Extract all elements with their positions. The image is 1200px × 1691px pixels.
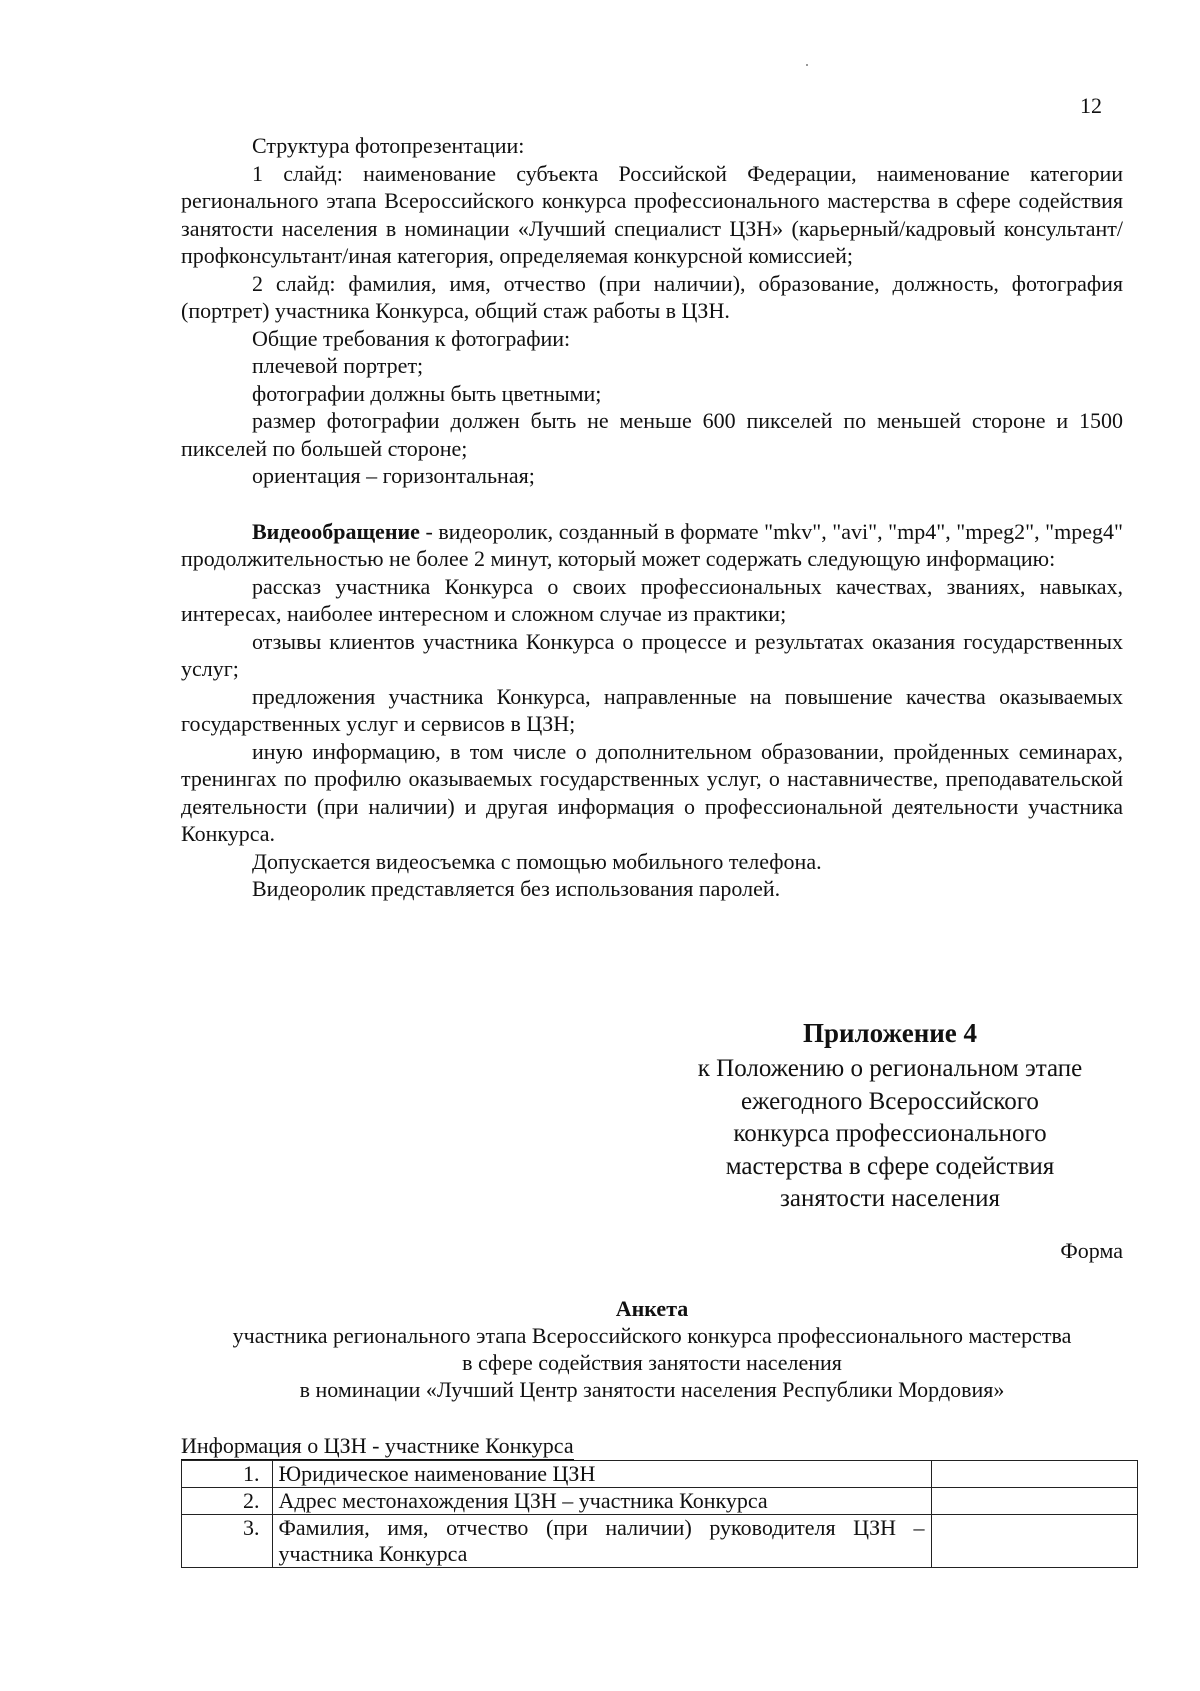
video-item-2: отзывы клиентов участника Конкурса о процессе и результатах оказания государственных услуг; [181,628,1123,681]
appendix-line: конкурса профессионального [733,1120,1047,1147]
info-table [181,1460,1138,1568]
questionnaire-subtitle-line: в сфере содействия занятости населения [462,1350,842,1375]
scan-speck [806,64,808,66]
appendix-line: ежегодного Всероссийского [741,1087,1039,1115]
row-number: 3. [182,1515,273,1568]
row-label: Фамилия, имя, отчество (при наличии) руководителя ЦЗН – участника Конкурса [272,1515,931,1568]
video-term: Видеообращение [252,518,420,544]
appendix-block [640,1016,1140,1216]
video-definition-paragraph [181,518,1123,573]
row-value-cell[interactable] [931,1461,1137,1488]
document-body [181,132,1123,903]
photo-requirement-3: размер фотографии должен быть не меньше 600 пикселей по меньшей стороне и 1500 пикселей по большей стороне; [181,408,1123,461]
photo-requirements-heading: Общие требования к фотографии: [252,325,571,351]
photo-structure-heading: Структура фотопрезентации: [252,133,525,158]
info-table-caption: Информация о ЦЗН - участнике Конкурса [181,1433,574,1458]
questionnaire-heading [181,1295,1123,1403]
row-label: Адрес местонахождения ЦЗН – участника Конкурса [272,1488,931,1515]
appendix-line: занятости населения [779,1185,1001,1212]
appendix-line: к Положению о региональном этапе [697,1055,1083,1082]
slide-1-description: 1 слайд: наименование субъекта Российской Федерации, наименование категории регионального этапа Всероссийского конкурса профессионального мастерства в сфере содействия занятости населения в номинации «Лучший специалист ЦЗН» (карьерный/кадровый консультант/профконсультант/иная категория, определяемая конкурсной комиссией; [181,160,1123,268]
video-item-1: рассказ участника Конкурса о своих профессиональных качествах, званиях, навыках, интересах, наиболее интересном и сложном случае из практики; [181,573,1123,626]
questionnaire-subtitle-line: в номинации «Лучший Центр занятости населения Республики Мордовия» [299,1377,1005,1402]
photo-requirement-4: ориентация – горизонтальная; [252,463,535,488]
row-number: 1. [182,1461,273,1488]
appendix-line: мастерства в сфере содействия [725,1152,1055,1180]
table-row [182,1461,1138,1488]
row-number: 2. [182,1488,273,1515]
table-row [182,1488,1138,1515]
video-definition: - видеоролик, созданный в формате "mkv", "avi", "mp4", "mpeg2", "mpeg4" продолжительностью не более 2 минут, который может содержать следующую информацию: [181,518,1123,571]
appendix-title: Приложение 4 [802,1018,978,1048]
video-note-2: Видеоролик представляется без использования паролей. [252,876,781,901]
video-item-4: иную информацию, в том числе о дополнительном образовании, пройденных семинарах, тренингах по профилю оказываемых государственных услуг, о наставничестве, преподавательской деятельности (при наличии) и другая информация о профессиональной деятельности участника Конкурса. [181,738,1123,846]
table-row [182,1515,1138,1568]
page-number: 12 [1080,93,1102,118]
form-label: Форма [1060,1238,1123,1263]
row-value-cell[interactable] [931,1515,1137,1568]
video-item-3: предложения участника Конкурса, направленные на повышение качества оказываемых государственных услуг и сервисов в ЦЗН; [181,683,1123,736]
photo-requirement-1: плечевой портрет; [252,353,424,378]
questionnaire-title: Анкета [615,1296,689,1321]
slide-2-description: 2 слайд: фамилия, имя, отчество (при наличии), образование, должность, фотография (портрет) участника Конкурса, общий стаж работы в ЦЗН. [181,270,1123,323]
paragraph-gap [181,490,1123,518]
row-value-cell[interactable] [931,1488,1137,1515]
video-note-1: Допускается видеосъемка с помощью мобильного телефона. [252,848,822,874]
photo-requirement-2: фотографии должны быть цветными; [252,380,602,406]
questionnaire-subtitle-line: участника регионального этапа Всероссийского конкурса профессионального мастерства [232,1323,1072,1348]
row-label: Юридическое наименование ЦЗН [272,1461,931,1488]
